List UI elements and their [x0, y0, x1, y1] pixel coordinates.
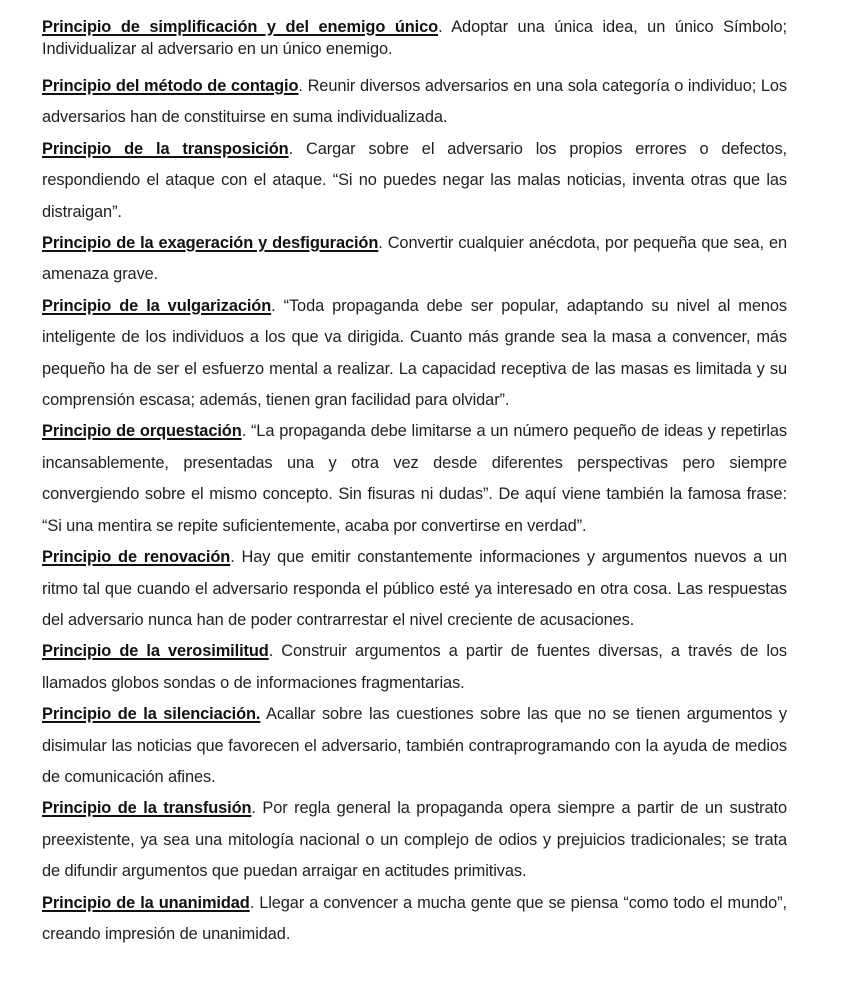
principle-paragraph — [42, 228, 787, 291]
principle-paragraph — [42, 636, 787, 699]
principle-paragraph — [42, 542, 787, 636]
principle-paragraph — [42, 16, 787, 60]
principle-title: Principio de la exageración y desfiguración — [42, 234, 379, 253]
principle-title: Principio de la verosimilitud — [42, 642, 269, 661]
principle-paragraph — [42, 134, 787, 228]
principle-text: . “La propaganda debe limitarse a un número pequeño de ideas y repetirlas incansablemente, presentadas una y otra vez desde diferentes perspectivas pero siempre convergiendo sobre el mismo concepto. Sin fisuras ni dudas”. De aquí viene también la famosa frase: “Si una mentira se repite suficientemente, acaba por convertirse en verdad”. — [42, 422, 787, 535]
principle-text: . Llegar a convencer a mucha gente que se piensa “como todo el mundo”, creando impresión de unanimidad. — [42, 893, 787, 943]
principle-text: Acallar sobre las cuestiones sobre las que no se tienen argumentos y disimular las noticias que favorecen el adversario, también contraprogramando con la ayuda de medios de comunicación afines. — [42, 705, 787, 786]
principle-title: Principio de orquestación — [42, 422, 242, 441]
principle-title: Principio del método de contagio — [42, 77, 299, 95]
principle-paragraph — [42, 793, 787, 887]
principle-text: . Hay que emitir constantemente informaciones y argumentos nuevos a un ritmo tal que cuando el adversario responda el público esté ya interesado en otra cosa. Las respuestas del adversario nunca han de poder contrarrestar el nivel creciente de acusaciones. — [42, 548, 787, 629]
principle-text: . “Toda propaganda debe ser popular, adaptando su nivel al menos inteligente de los individuos a los que va dirigida. Cuanto más grande sea la masa a convencer, más pequeño ha de ser el esfuerzo mental a realizar. La capacidad receptiva de las masas es limitada y su comprensión escasa; además, tienen gran facilidad para olvidar”. — [42, 296, 787, 410]
principle-title: Principio de la silenciación. — [42, 705, 261, 724]
principle-paragraph — [42, 291, 787, 417]
principle-text: . Cargar sobre el adversario los propios errores o defectos, respondiendo el ataque con el ataque. “Si no puedes negar las malas noticias, inventa otras que las distraigan”. — [42, 139, 788, 221]
principle-text: . Por regla general la propaganda opera siempre a partir de un sustrato preexistente, ya sea una mitología nacional o un complejo de odios y prejuicios tradicionales; se trata de difundir argumentos que puedan arraigar en actitudes primitivas. — [42, 799, 787, 881]
principle-text: . Convertir cualquier anécdota, por pequeña que sea, en amenaza grave. — [42, 234, 788, 284]
principle-paragraph — [42, 416, 787, 542]
principle-title: Principio de renovación — [42, 548, 231, 567]
principle-paragraph — [42, 888, 787, 951]
principle-title: Principio de la transfusión — [42, 799, 252, 818]
principle-title: Principio de la vulgarización — [42, 296, 272, 315]
principle-title: Principio de la transposición — [42, 139, 289, 158]
principle-text: . Adoptar una única idea, un único Símbolo; Individualizar al adversario en un único enemigo. — [42, 18, 788, 58]
principle-paragraph — [42, 71, 787, 134]
principle-text: . Construir argumentos a partir de fuentes diversas, a través de los llamados globos sondas o de informaciones fragmentarias. — [42, 642, 787, 692]
principle-paragraph — [42, 699, 787, 793]
principle-title: Principio de la unanimidad — [42, 893, 250, 912]
document-body — [42, 16, 787, 950]
principle-text: . Reunir diversos adversarios en una sola categoría o individuo; Los adversarios han de constituirse en suma individualizada. — [42, 77, 787, 127]
principle-title: Principio de simplificación y del enemigo único — [42, 18, 439, 36]
